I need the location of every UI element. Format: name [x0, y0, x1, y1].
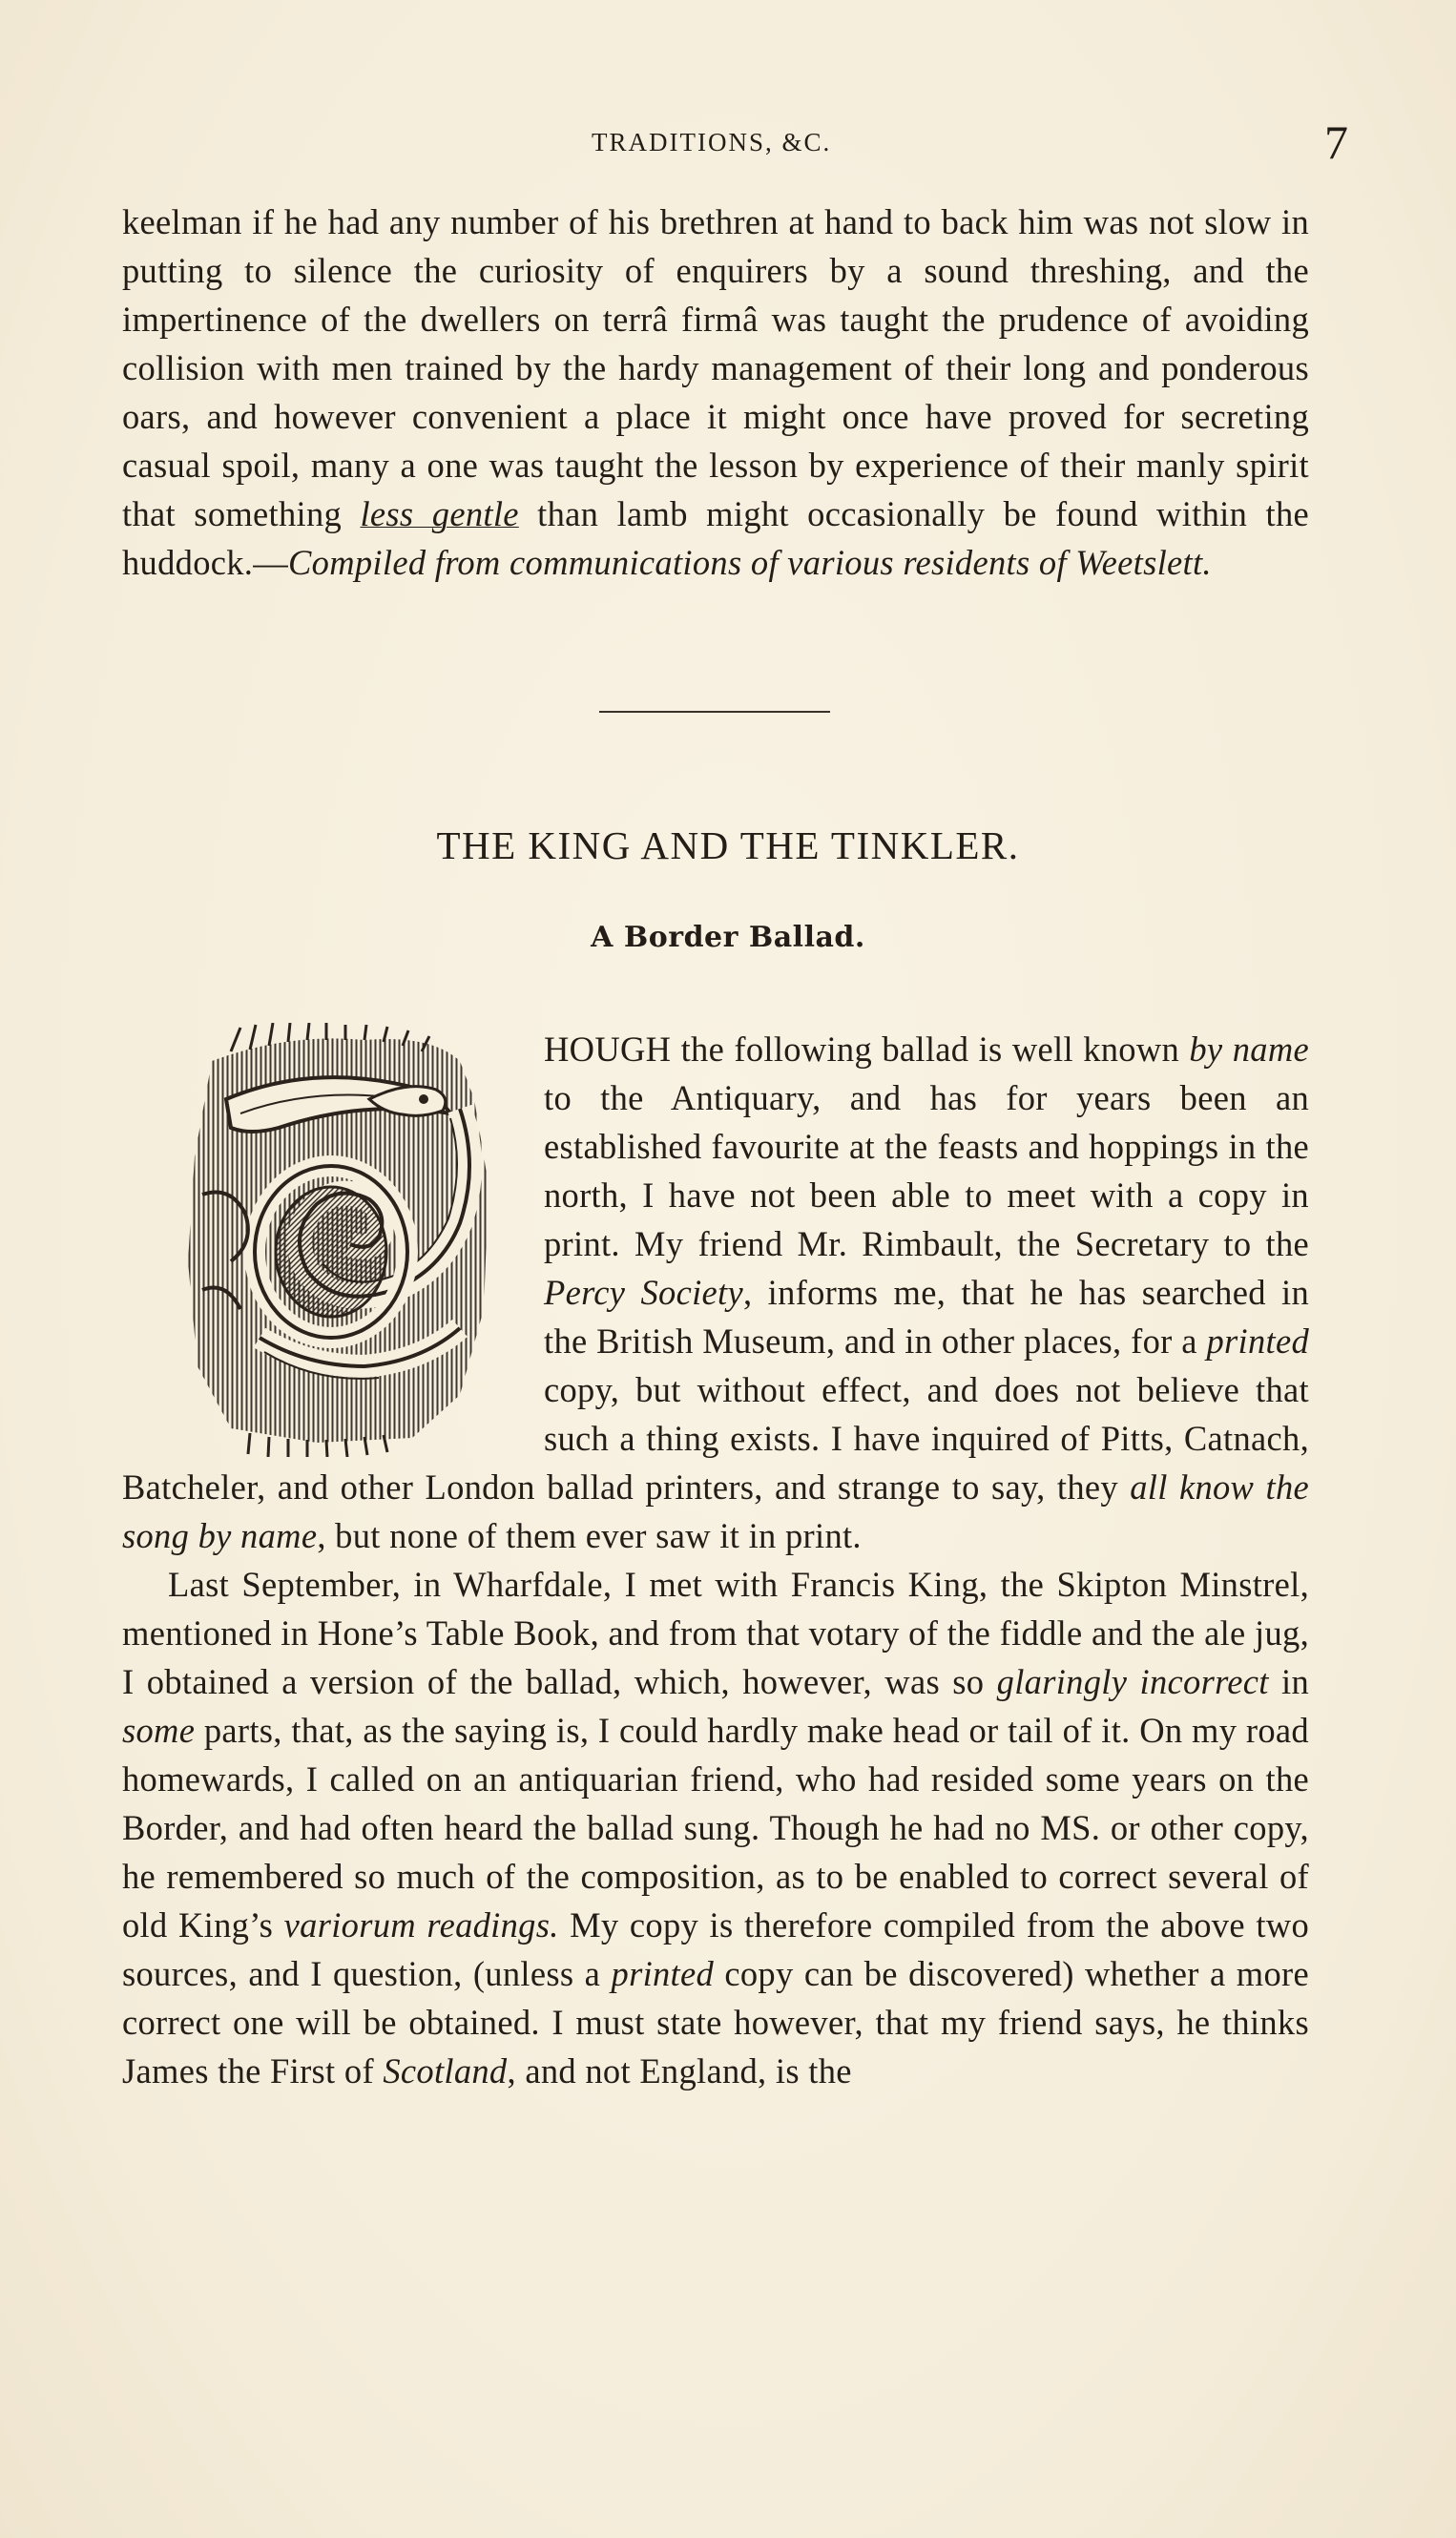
- paragraph-text: keelman if he had any number of his brethren at hand to back him was not slow in putting to silence the curiosity of enquirers by a sound threshing, and the impertinence of the dwellers on terrâ firmâ was taught the prudence of avoiding collision with men trained by the hardy management of their long and ponderous oars, and however convenient a place it might once have proved for secreting casual spoil, many a one was taught the lesson by experience of their manly spirit that something: [122, 202, 1309, 533]
- italic-phrase: glaringly incorrect: [996, 1662, 1269, 1701]
- paragraph-text: parts, that, as the saying is, I could hardly make head or tail of it. On my road homewards, I called on an antiquarian friend, who had resided some years on the Border, and had often heard the ballad sung. Though he had no MS. or other copy, he remembered so much of the composition, as to be enabled to correct several of old King’s: [122, 1711, 1309, 1945]
- paragraph-text: , and not England, is the: [507, 2051, 852, 2091]
- page-header: [0, 114, 1456, 172]
- paragraph-text: HOUGH the following ballad is well known: [544, 1030, 1190, 1069]
- paragraph-text: to the Antiquary, and has for years been an established favourite at the feasts and hoppings in the north, I have not been able to meet with a copy in print. My friend Mr. Rimbault, the Secretary to the: [544, 1078, 1309, 1263]
- italic-phrase: less gentle: [360, 494, 519, 533]
- paragraph-text: copy can be discovered) whether a more correct one will be obtained. I must state however, that my friend says, he thinks James the First of: [122, 1954, 1309, 2091]
- paragraph-text: in: [1268, 1662, 1309, 1701]
- paragraph-text: Last September, in Wharfdale, I met with Francis King, the Skipton Minstrel, mentioned in Hone’s Table Book, and from that votary of the fiddle and the ale jug, I obtained a version of the ballad, which, however, was so: [122, 1565, 1309, 1701]
- paragraph-text: , but none of them ever saw it in print.: [317, 1516, 862, 1555]
- page-number: 7: [1324, 115, 1348, 169]
- paragraph-text: , informs me, that he has searched in the British Museum, and in other places, for a: [544, 1273, 1309, 1361]
- paragraph-text: than lamb might occasionally be found within the huddock.—: [122, 494, 1309, 582]
- ballad-title: THE KING AND THE TINKLER.: [436, 823, 1020, 867]
- paragraph-text: My copy is therefore compiled from the above two sources, and I question, (unless a: [122, 1905, 1309, 1993]
- italic-phrase: Percy Society: [544, 1273, 743, 1312]
- italic-phrase: printed: [1206, 1321, 1309, 1361]
- paragraph-keelman: [122, 198, 1309, 587]
- italic-phrase: some: [122, 1711, 196, 1750]
- running-head: TRADITIONS, &C.: [592, 128, 832, 156]
- italic-phrase: variorum readings.: [283, 1905, 559, 1945]
- source-attribution: Compiled from communications of various residents of Weetslett.: [288, 543, 1212, 582]
- paragraph-text: copy, but without effect, and does not believe that such a thing exists. I have inquired of Pitts, Catnach, Batcheler, and other London ballad printers, and strange to say, they: [122, 1370, 1309, 1507]
- section-divider: [599, 711, 830, 713]
- italic-phrase: all know the song by name: [122, 1467, 1309, 1555]
- drop-cap-engraving: [174, 1023, 517, 1457]
- italic-phrase: Scotland: [383, 2051, 508, 2091]
- ballad-subtitle: A Border Ballad.: [591, 921, 865, 954]
- italic-phrase: printed: [611, 1954, 715, 1993]
- drop-cap-ornament: [174, 1023, 517, 1457]
- italic-phrase: by name: [1189, 1030, 1309, 1069]
